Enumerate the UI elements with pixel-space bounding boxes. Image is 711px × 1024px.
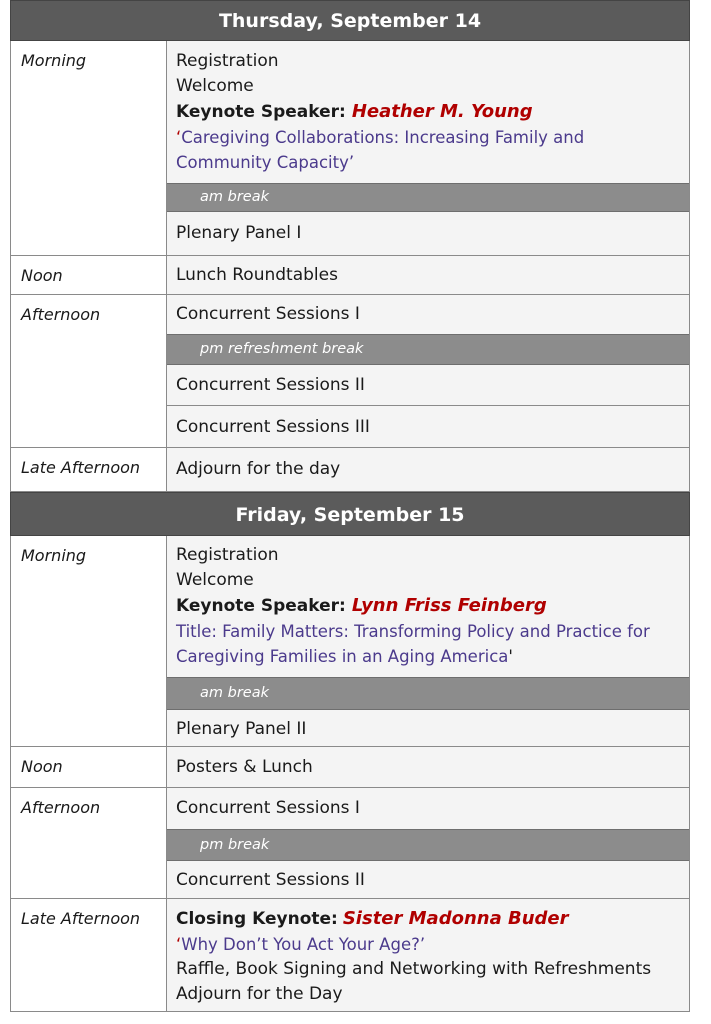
closing-keynote-block bbox=[167, 906, 689, 1010]
plenary-panel-item: Plenary Panel II bbox=[176, 719, 307, 739]
thursday-morning-row bbox=[10, 41, 690, 256]
friday-morning-content bbox=[167, 536, 689, 746]
adjourn-item: Adjourn for the Day bbox=[176, 984, 343, 1004]
keynote-line bbox=[176, 593, 689, 619]
lunch-item: Posters & Lunch bbox=[176, 757, 313, 777]
thursday-noon-row bbox=[10, 256, 690, 295]
keynote-title-text: Why Don’t You Act Your Age?’ bbox=[181, 935, 426, 954]
registration-item: Registration bbox=[176, 545, 279, 565]
am-break-bar: am break bbox=[167, 183, 689, 212]
day-header-thursday: Thursday, September 14 bbox=[10, 0, 690, 41]
session-item: Concurrent Sessions II bbox=[176, 375, 365, 395]
thursday-late-row bbox=[10, 448, 690, 492]
lunch-item: Lunch Roundtables bbox=[176, 265, 338, 285]
friday-late-content bbox=[167, 899, 689, 1011]
time-label: Morning bbox=[11, 41, 167, 255]
session-item: Concurrent Sessions III bbox=[167, 405, 689, 447]
keynote-title bbox=[176, 644, 689, 669]
am-break-bar: am break bbox=[167, 677, 689, 710]
keynote-title-line1: Caregiving Collaborations: Increasing Family and bbox=[181, 128, 585, 147]
keynote-block bbox=[167, 543, 689, 677]
thursday-noon-content bbox=[167, 256, 689, 294]
session-item: Concurrent Sessions I bbox=[176, 304, 360, 324]
keynote-label: Closing Keynote: bbox=[176, 909, 338, 929]
keynote-block bbox=[167, 49, 689, 183]
raffle-item: Raffle, Book Signing and Networking with Refreshments bbox=[176, 959, 652, 979]
plenary-panel-item: Plenary Panel I bbox=[176, 223, 302, 243]
adjourn-item: Adjourn for the day bbox=[176, 459, 341, 479]
friday-late-row bbox=[10, 899, 690, 1012]
thursday-afternoon-content bbox=[167, 295, 689, 447]
welcome-item: Welcome bbox=[176, 76, 254, 96]
registration-item: Registration bbox=[176, 51, 279, 71]
keynote-title bbox=[176, 125, 689, 150]
time-label: Afternoon bbox=[11, 295, 167, 447]
keynote-title-line2: Caregiving Families in an Aging America bbox=[176, 647, 509, 666]
day-header-friday: Friday, September 15 bbox=[10, 492, 690, 536]
time-label: Noon bbox=[11, 256, 167, 294]
keynote-title-line2: Community Capacity’ bbox=[176, 153, 355, 172]
friday-morning-row bbox=[10, 536, 690, 747]
title-quote-mark: ' bbox=[508, 647, 513, 666]
keynote-label: Keynote Speaker: bbox=[176, 102, 346, 122]
thursday-late-content bbox=[167, 448, 689, 491]
time-label: Noon bbox=[11, 747, 167, 787]
friday-noon-content bbox=[167, 747, 689, 787]
friday-noon-row bbox=[10, 747, 690, 788]
time-label: Afternoon bbox=[11, 788, 167, 898]
keynote-line bbox=[176, 906, 689, 932]
keynote-line bbox=[176, 99, 689, 125]
title-quote-mark: ‘ bbox=[176, 935, 182, 954]
thursday-morning-content bbox=[167, 41, 689, 255]
welcome-item: Welcome bbox=[176, 570, 254, 590]
pm-break-bar: pm refreshment break bbox=[167, 334, 689, 365]
session-item: Concurrent Sessions II bbox=[176, 870, 365, 890]
keynote-title-line1: Title: Family Matters: Transforming Policy and Practice for bbox=[176, 622, 650, 641]
keynote-speaker: Lynn Friss Feinberg bbox=[351, 595, 547, 616]
time-label: Morning bbox=[11, 536, 167, 746]
friday-afternoon-row bbox=[10, 788, 690, 899]
thursday-afternoon-row bbox=[10, 295, 690, 448]
keynote-speaker: Sister Madonna Buder bbox=[342, 908, 569, 929]
keynote-title bbox=[176, 932, 689, 957]
keynote-speaker: Heather M. Young bbox=[351, 101, 533, 122]
keynote-label: Keynote Speaker: bbox=[176, 596, 346, 616]
pm-break-bar: pm break bbox=[167, 829, 689, 861]
time-label: Late Afternoon bbox=[11, 448, 167, 491]
session-item: Concurrent Sessions I bbox=[176, 798, 360, 818]
title-quote-mark: ‘ bbox=[176, 128, 182, 147]
time-label: Late Afternoon bbox=[11, 899, 167, 1011]
friday-afternoon-content bbox=[167, 788, 689, 898]
